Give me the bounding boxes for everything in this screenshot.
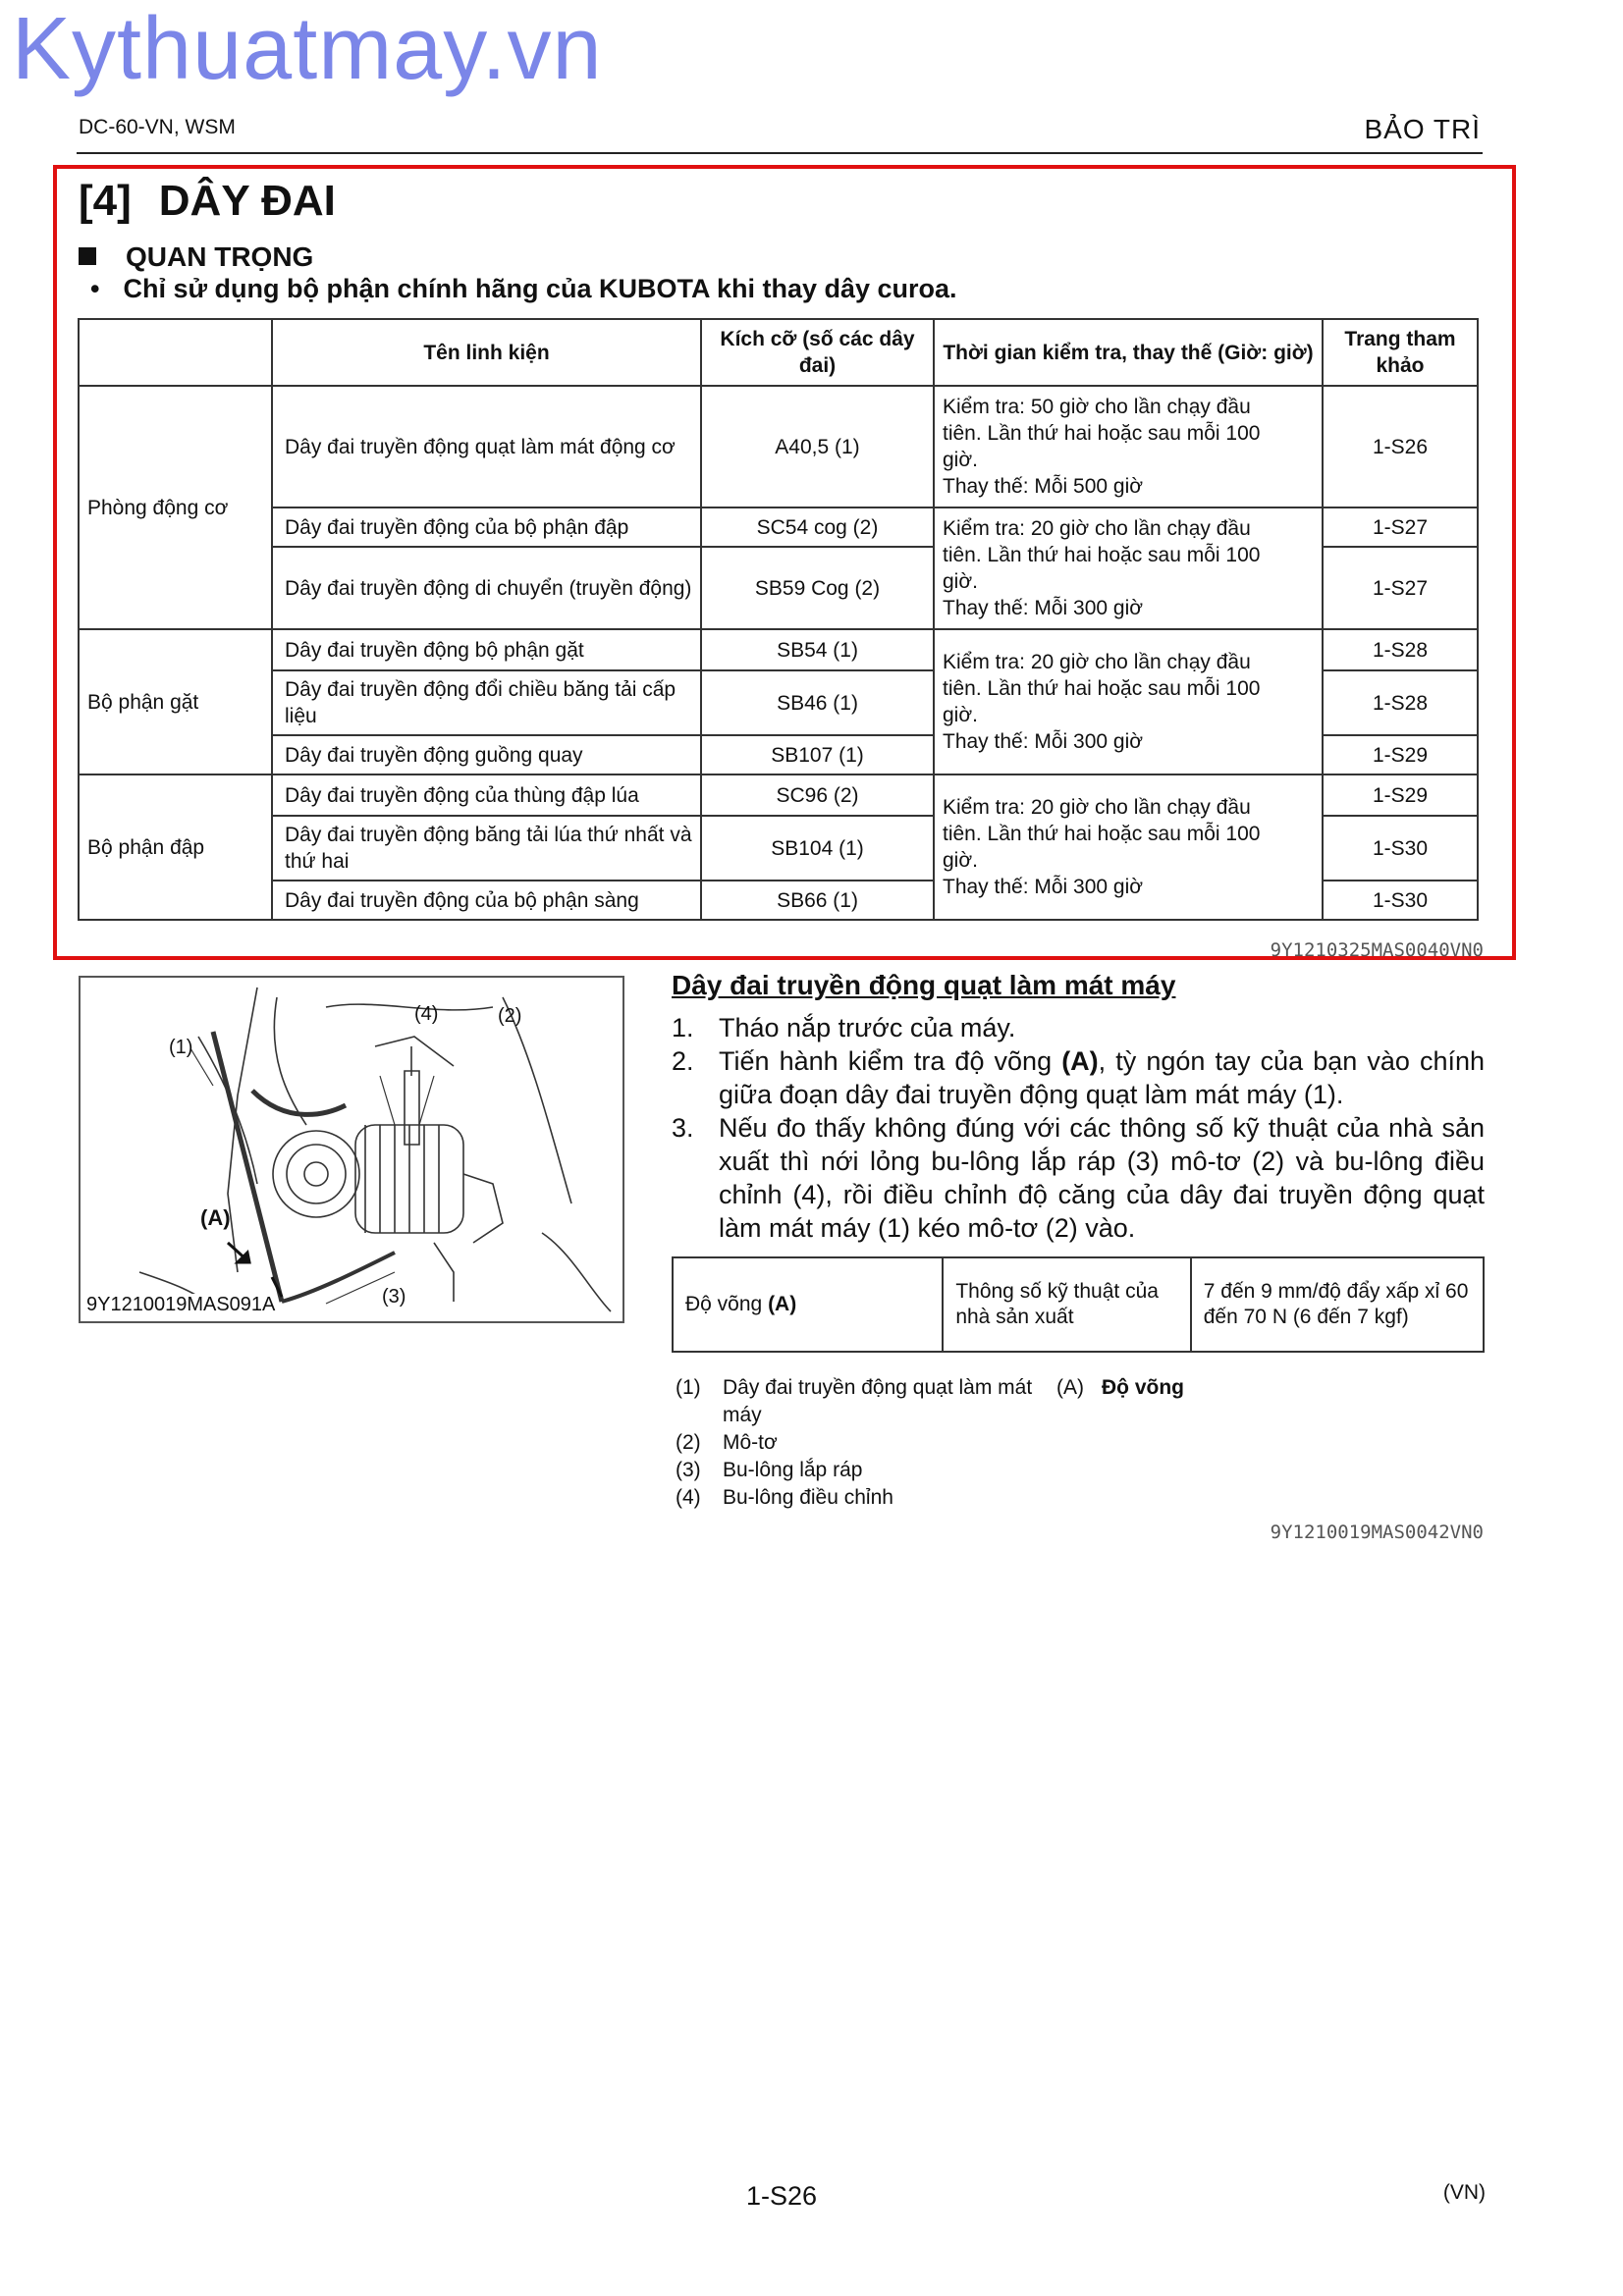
list-item: 1. Tháo nắp trước của máy. <box>672 1013 1016 1042</box>
ref-cell: 1-S30 <box>1323 881 1478 920</box>
ref-cell: 1-S30 <box>1323 816 1478 881</box>
size-cell: A40,5 (1) <box>701 386 934 507</box>
list-item: (1) Dây đai truyền động quạt làm mát (A) Độ võng <box>676 1376 1184 1399</box>
list-item: 3. Nếu đo thấy không đúng với các thông số kỹ thuật của nhà sản xuất thì nới lỏng bu-lông lắp ráp (3) mô-tơ (2) và bu-lông điều chỉnh (4), rồi điều chỉnh độ căng của dây đai truyền động quạt làm mát máy (1) kéo mô-tơ (2) vào. <box>672 1113 1485 1243</box>
part-cell: Dây đai truyền động guồng quay <box>272 735 701 774</box>
interval-cell: Kiểm tra: 20 giờ cho lần chạy đầu tiên. Lần thứ hai hoặc sau mỗi 100 giờ. Thay thế: Mỗi 300 giờ <box>934 774 1323 920</box>
important-label: QUAN TRỌNG <box>126 241 314 272</box>
subsection-title: Dây đai truyền động quạt làm mát máy <box>672 970 1176 1000</box>
spec-value: 7 đến 9 mm/độ đẩy xấp xỉ 60 đến 70 N (6 đến 7 kgf) <box>1191 1257 1484 1352</box>
ref-cell: 1-S27 <box>1323 547 1478 629</box>
part-cell: Dây đai truyền động di chuyển (truyền động) <box>272 547 701 629</box>
bullet-icon: • <box>90 274 100 303</box>
table-header: Tên linh kiện <box>272 319 701 386</box>
part-cell: Dây đai truyền động của bộ phận đập <box>272 507 701 547</box>
list-item: (3) Bu-lông lắp ráp <box>676 1459 863 1481</box>
figure-label-1: (1) <box>169 1037 193 1058</box>
section-number: [4] <box>79 177 132 225</box>
size-cell: SB66 (1) <box>701 881 934 920</box>
size-cell: SC96 (2) <box>701 774 934 816</box>
header-doc-code: DC-60-VN, WSM <box>79 116 236 138</box>
part-cell: Dây đai truyền động đổi chiều băng tải cấp liệu <box>272 670 701 735</box>
ref-cell: 1-S29 <box>1323 774 1478 816</box>
size-cell: SB59 Cog (2) <box>701 547 934 629</box>
figure-legend <box>676 1374 1184 1512</box>
figure-code: 9Y1210019MAS091A <box>86 1294 276 1315</box>
section-title <box>79 177 336 226</box>
table-header: Kích cỡ (số các dây đai) <box>701 319 934 386</box>
important-heading <box>79 241 313 273</box>
table-row <box>79 629 1478 670</box>
table-header: Thời gian kiểm tra, thay thế (Giờ: giờ) <box>934 319 1323 386</box>
figure-label-3: (3) <box>382 1286 406 1308</box>
size-cell: SB46 (1) <box>701 670 934 735</box>
interval-cell: Kiểm tra: 50 giờ cho lần chạy đầu tiên. Lần thứ hai hoặc sau mỗi 100 giờ. Thay thế: Mỗi 500 giờ <box>934 386 1323 507</box>
table-row <box>79 386 1478 507</box>
spec-label: Độ võng (A) <box>673 1257 943 1352</box>
table-code: 9Y1210325MAS0040VN0 <box>1270 939 1484 961</box>
table-row <box>673 1257 1484 1352</box>
header-divider <box>77 152 1483 154</box>
figure-label-4: (4) <box>414 1003 439 1025</box>
list-item: 2. Tiến hành kiểm tra độ võng (A), tỳ ngón tay của bạn vào chính giữa đoạn dây đai truyền động quạt làm mát máy (1). <box>672 1046 1485 1109</box>
table-row <box>79 507 1478 547</box>
interval-cell: Kiểm tra: 20 giờ cho lần chạy đầu tiên. Lần thứ hai hoặc sau mỗi 100 giờ. Thay thế: Mỗi 300 giờ <box>934 629 1323 774</box>
engine-drawing <box>81 978 624 1323</box>
interval-cell: Kiểm tra: 20 giờ cho lần chạy đầu tiên. Lần thứ hai hoặc sau mỗi 100 giờ. Thay thế: Mỗi 300 giờ <box>934 507 1323 629</box>
part-cell: Dây đai truyền động băng tải lúa thứ nhất và thứ hai <box>272 816 701 881</box>
part-cell: Dây đai truyền động quạt làm mát động cơ <box>272 386 701 507</box>
important-text: Chỉ sử dụng bộ phận chính hãng của KUBOTA khi thay dây curoa. <box>123 274 957 303</box>
figure-label-a: (A) <box>200 1205 231 1230</box>
section-title-text: DÂY ĐAI <box>158 177 336 225</box>
table-header: Trang tham khảo <box>1323 319 1478 386</box>
spec-type: Thông số kỹ thuật của nhà sản xuất <box>943 1257 1190 1352</box>
important-note <box>90 274 957 304</box>
part-cell: Dây đai truyền động của thùng đập lúa <box>272 774 701 816</box>
procedure-steps <box>672 1011 1485 1245</box>
ref-cell: 1-S29 <box>1323 735 1478 774</box>
table-row <box>79 774 1478 816</box>
size-cell: SB104 (1) <box>701 816 934 881</box>
header-section: BẢO TRÌ <box>1364 114 1481 144</box>
square-bullet-icon <box>79 247 96 265</box>
list-item: (2) Mô-tơ <box>676 1431 778 1454</box>
watermark-logo: Kythuatmay.vn <box>12 0 603 98</box>
table-header <box>79 319 272 386</box>
size-cell: SB107 (1) <box>701 735 934 774</box>
belt-figure <box>79 976 624 1323</box>
part-cell: Dây đai truyền động của bộ phận sàng <box>272 881 701 920</box>
group-cell: Bộ phận đập <box>79 774 272 920</box>
spec-table <box>672 1256 1485 1353</box>
group-cell: Phòng động cơ <box>79 386 272 629</box>
ref-cell: 1-S27 <box>1323 507 1478 547</box>
part-cell: Dây đai truyền động bộ phận gặt <box>272 629 701 670</box>
language-tag: (VN) <box>1442 2181 1486 2204</box>
ref-cell: 1-S28 <box>1323 670 1478 735</box>
ref-cell: 1-S26 <box>1323 386 1478 507</box>
list-item: máy <box>723 1404 762 1426</box>
size-cell: SC54 cog (2) <box>701 507 934 547</box>
belt-table <box>78 318 1479 921</box>
size-cell: SB54 (1) <box>701 629 934 670</box>
group-cell: Bộ phận gặt <box>79 629 272 774</box>
ref-cell: 1-S28 <box>1323 629 1478 670</box>
page-number: 1-S26 <box>746 2181 818 2211</box>
figure-label-2: (2) <box>498 1005 522 1027</box>
procedure-code: 9Y1210019MAS0042VN0 <box>1270 1522 1484 1543</box>
list-item: (4) Bu-lông điều chỉnh <box>676 1486 893 1509</box>
table-header-row <box>79 319 1478 386</box>
